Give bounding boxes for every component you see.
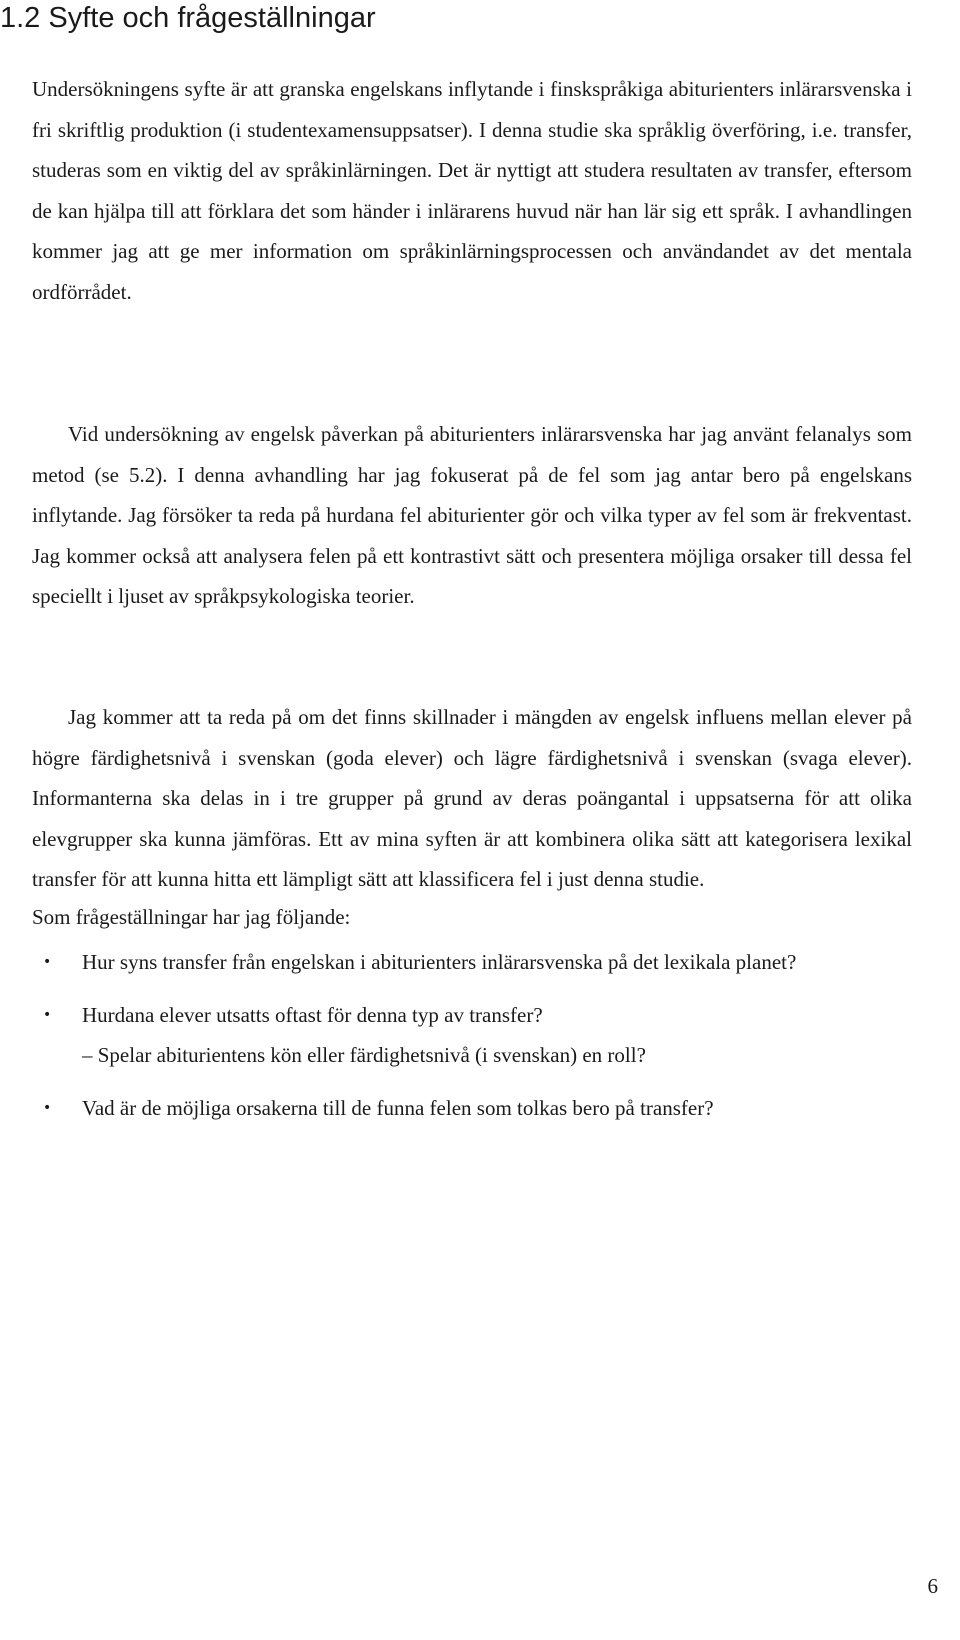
sub-question-text: – Spelar abiturientens kön eller färdighetsnivå (i svenskan) en roll? — [82, 1043, 646, 1068]
page-number: 6 — [927, 1574, 938, 1598]
bullet-icon: • — [43, 1006, 52, 1023]
paragraph-method: Vid undersökning av engelsk påverkan på abiturienters inlärarsvenska har jag använt felanalys som metod (se 5.2). I denna avhandling har jag fokuserat på de fel som jag antar bero på engelskans inflytande. Jag försöker ta reda på hurdana fel abiturienter gör och vilka typer av fel som är frekventast. Jag kommer också att analysera felen på ett kontrastivt sätt och presentera möjliga orsaker till dessa fel speciellt i ljuset av språkpsykologiska teorier. — [32, 422, 912, 609]
questions-intro: Som frågeställningar har jag följande: — [32, 905, 351, 929]
question-text: Hur syns transfer från engelskan i abiturienters inlärarsvenska på det lexikala planet? — [82, 950, 797, 974]
research-questions-list — [0, 942, 912, 1128]
question-text: Vad är de möjliga orsakerna till de funna felen som tolkas bero på transfer? — [82, 1095, 714, 1120]
bullet-icon: • — [43, 954, 52, 970]
question-text: Hurdana elever utsatts oftast för denna typ av transfer? — [82, 1002, 543, 1027]
paragraph-comparison: Jag kommer att ta reda på om det finns skillnader i mängden av engelsk influens mellan elever på högre färdighetsnivå i svenskan (goda elever) och lägre färdighetsnivå i svenskan (svaga elever). Informanterna ska delas in i tre grupper på grund av deras poängantal i uppsatserna för att olika elevgrupper ska kunna jämföras. Ett av mina syften är att kombinera olika sätt att kategorisera lexikal transfer för att kunna hitta ett lämpligt sätt att klassificera fel i just denna studie. — [32, 705, 912, 892]
list-item — [0, 995, 912, 1076]
section-heading: 1.2 Syfte och frågeställningar — [0, 2, 376, 34]
paragraph-purpose: Undersökningens syfte är att granska engelskans inflytande i finskspråkiga abiturienters inlärarsvenska i fri skriftlig produktion (i studentexamensuppsatser). I denna studie ska språklig överföring, i.e. transfer, studeras som en viktig del av språkinlärningen. Det är nyttigt att studera resultaten av transfer, eftersom de kan hjälpa till att förklara det som händer i inlärarens huvud när han lär sig ett språk. I avhandlingen kommer jag att ge mer information om språkinlärningsprocessen och användandet av det mentala ordförrådet. — [32, 77, 912, 304]
bullet-icon: • — [43, 1099, 52, 1116]
list-item — [0, 942, 912, 983]
list-item — [0, 1088, 912, 1129]
